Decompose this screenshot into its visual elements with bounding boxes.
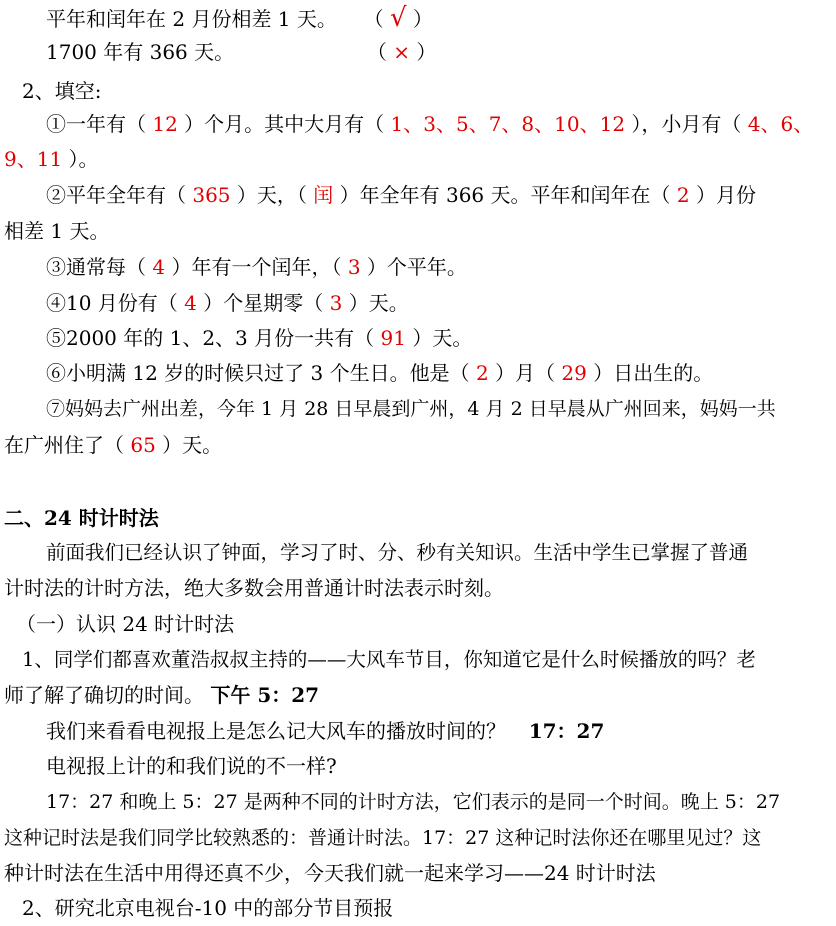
paragraph-4-cont-2: 种计时法在生活中用得还真不少，今天我们就一起来学习——24 时计时法 (4, 861, 656, 885)
fill-heading: 2、填空: (22, 79, 102, 103)
tf-text: 1700 年有 366 天。 (46, 40, 235, 64)
q3-answer-a: 4 (152, 255, 166, 279)
p2-time-bold: 17：27 (528, 719, 605, 743)
tf-open: （ (363, 7, 384, 31)
paragraph-4: 17：27 和晚上 5：27 是两种不同的计时方法，它们表示的是同一个时间。晚上 5：27 (46, 791, 781, 813)
q1-text-h: ）。 (68, 147, 99, 171)
q1-text-c: ）个月。其中大月有（ (184, 112, 385, 136)
paragraph-1-cont (4, 677, 836, 713)
q1-answer-small-months: 4、6、 (747, 112, 814, 136)
q6-answer-month: 2 (475, 361, 489, 385)
q1-text-a: ①一年有（ (46, 112, 146, 136)
question-5 (46, 320, 836, 356)
q6-answer-day: 29 (561, 361, 587, 385)
subsection-title: （一）认识 24 时计时法 (16, 612, 235, 636)
tf-open: （ (366, 40, 387, 64)
paragraph-1: 1、同学们都喜欢董浩叔叔主持的——大风车节目，你知道它是什么时候播放的吗？老 (22, 648, 756, 671)
cross-mark-icon: × (393, 40, 410, 64)
q3-answer-b: 3 (347, 255, 361, 279)
check-mark-icon: √ (389, 3, 407, 33)
question-3 (46, 249, 836, 285)
q4-text-e: ）天。 (348, 291, 409, 315)
paragraph-5: 2、研究北京电视台-10 中的部分节目预报 (22, 896, 394, 920)
q6-text-e: ）日出生的。 (593, 361, 714, 385)
p1-time-bold: 下午 5：27 (210, 683, 320, 707)
q4-text-a: ④10 月份有（ (46, 291, 178, 315)
p2-text: 我们来看看电视报上是怎么记大风车的播放时间的？ (46, 719, 506, 743)
p1-text: 师了解了确切的时间。 (4, 683, 204, 707)
q7-answer: 65 (130, 433, 156, 457)
q3-text-e: ）个平年。 (366, 255, 467, 279)
q2-text-a: ②平年全年有（ (46, 183, 186, 207)
tf-item-2 (46, 34, 836, 70)
question-6 (46, 355, 836, 391)
q4-text-c: ）个星期零（ (203, 291, 324, 315)
q4-answer-weeks: 4 (184, 291, 197, 315)
q3-text-c: ）年有一个闰年，（ (171, 255, 342, 279)
tf-item-1 (46, 0, 836, 36)
intro-line-2: 计时法的计时方法，绝大多数会用普通计时法表示时刻。 (4, 576, 504, 600)
tf-text: 平年和闰年在 2 月份相差 1 天。 (46, 7, 337, 31)
paragraph-4-cont-1: 这种记时法是我们同学比较熟悉的：普通计时法。17：27 这种记时法你还在哪里见过？这 (4, 827, 762, 849)
q2-answer-days: 365 (192, 183, 231, 207)
q5-text-c: ）天。 (412, 326, 473, 350)
tf-close: ） (412, 7, 433, 31)
q5-text-a: ⑤2000 年的 1、2、3 月份一共有（ (46, 326, 375, 350)
question-1 (46, 106, 836, 142)
q6-text-a: ⑥小明满 12 岁的时候只过了 3 个生日。他是（ (46, 361, 470, 385)
question-7: ⑦妈妈去广州出差，今年 1 月 28 日早晨到广州，4 月 2 日早晨从广州回来，妈妈一共 (46, 398, 776, 420)
paragraph-3: 电视报上计的和我们说的不一样? (46, 754, 337, 778)
q3-text-a: ③通常每（ (46, 255, 146, 279)
tf-close: ） (416, 40, 437, 64)
q1-answer-small-months-cont: 9、11 (4, 147, 63, 171)
q1-text-e: ），小月有（ (631, 112, 742, 136)
q7-text-b: 在广州住了（ (4, 433, 124, 457)
q7-text-d: ）天。 (162, 433, 223, 457)
intro-line-1: 前面我们已经认识了钟面，学习了时、分、秒有关知识。生活中学生已掌握了普通 (46, 541, 749, 564)
question-2-cont: 相差 1 天。 (4, 219, 110, 243)
question-1-cont (4, 141, 836, 177)
question-7-cont (4, 427, 836, 463)
section-title: 二、24 时计时法 (4, 506, 159, 530)
q6-text-c: ）月（ (495, 361, 556, 385)
question-4 (46, 285, 836, 321)
q5-answer: 91 (380, 326, 406, 350)
q2-answer-month: 2 (676, 183, 690, 207)
question-2 (46, 177, 836, 213)
q2-text-e: ）年全年有 366 天。平年和闰年在（ (339, 183, 671, 207)
q2-text-g: ）月份 (695, 183, 756, 207)
q2-answer-leap: 闰 (313, 183, 334, 207)
q4-answer-days: 3 (329, 291, 343, 315)
q2-text-c: ）天，（ (236, 183, 307, 207)
q1-answer-months: 12 (152, 112, 178, 136)
paragraph-2 (46, 713, 836, 749)
q1-answer-big-months: 1、3、5、7、8、10、12 (390, 112, 626, 136)
